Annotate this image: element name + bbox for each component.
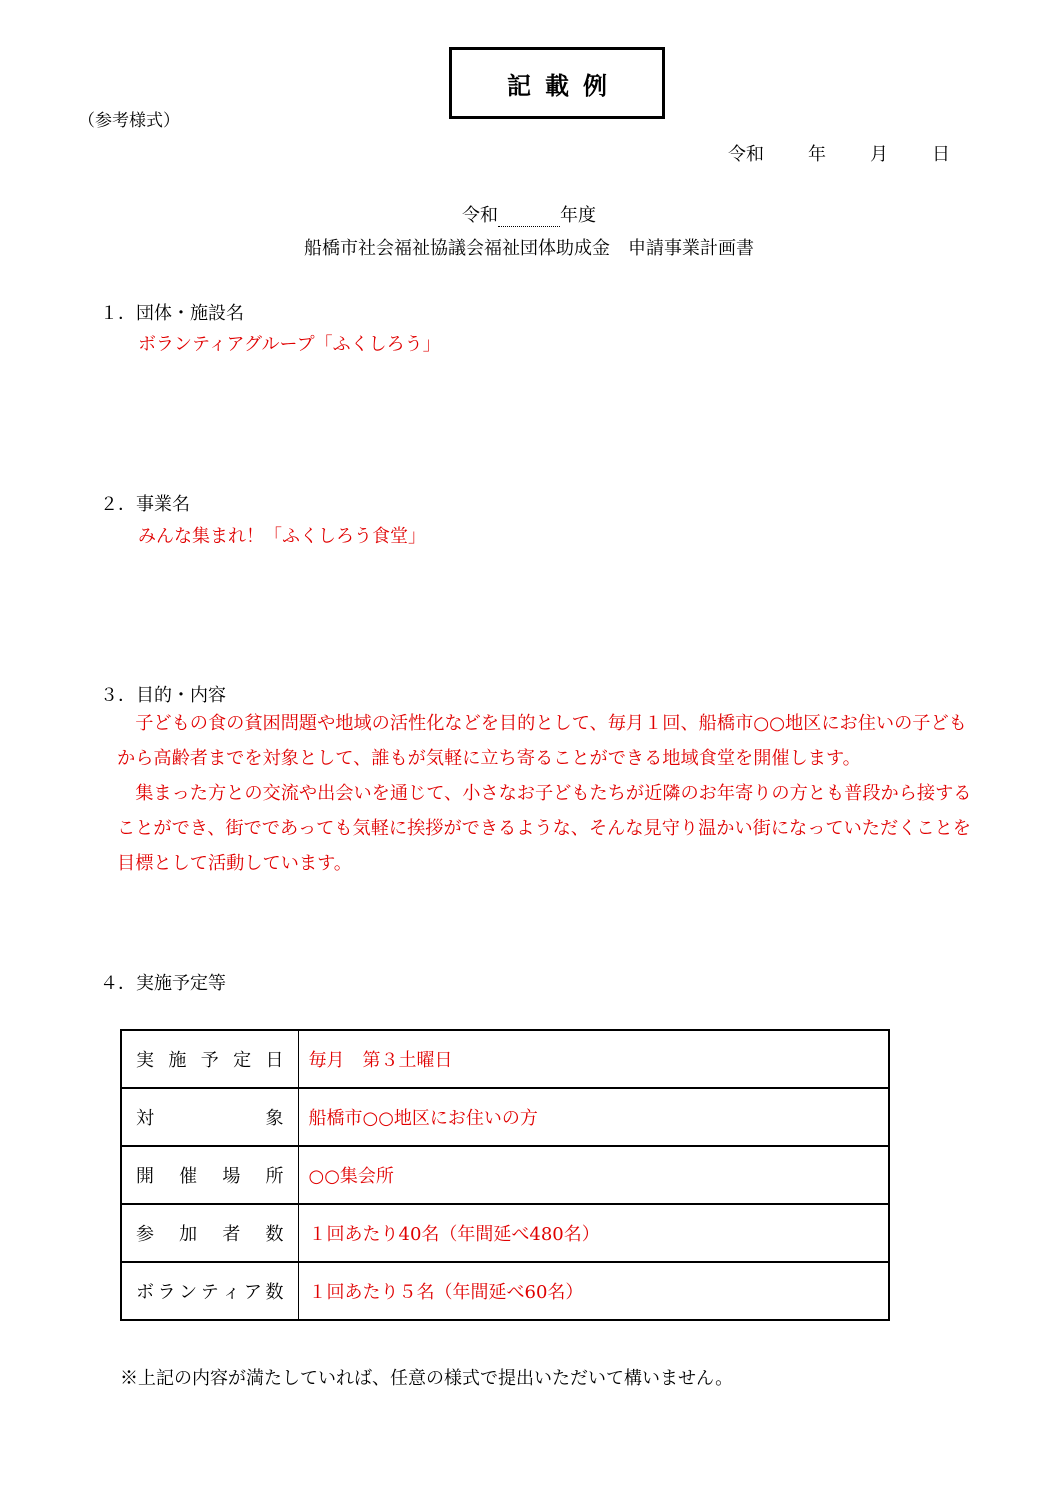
table-row xyxy=(121,1088,889,1146)
label-char: 加 xyxy=(179,1224,198,1245)
label-text xyxy=(136,1162,284,1188)
reference-form-label: （参考様式） xyxy=(78,111,180,131)
label-char: ア xyxy=(243,1282,262,1303)
label-char: 場 xyxy=(222,1166,241,1187)
row-value: 毎月 第３土曜日 xyxy=(298,1030,889,1088)
label-char: 者 xyxy=(222,1224,241,1245)
row-label xyxy=(121,1262,298,1320)
row-label xyxy=(121,1204,298,1262)
table-row xyxy=(121,1262,889,1320)
section-4-heading: ４．実施予定等 xyxy=(100,973,226,994)
row-label xyxy=(121,1030,298,1088)
date-line xyxy=(728,140,950,166)
date-day: 日 xyxy=(932,144,950,165)
document-title: 船橋市社会福祉協議会福祉団体助成金 申請事業計画書 xyxy=(304,238,754,259)
section-1-heading: １．団体・施設名 xyxy=(100,303,244,324)
section-3-body xyxy=(117,706,977,881)
label-text xyxy=(136,1220,284,1246)
row-value: 船橋市○○地区にお住いの方 xyxy=(298,1088,889,1146)
footnote: ※上記の内容が満たしていれば、任意の様式で提出いただいて構いません。 xyxy=(120,1368,734,1389)
row-value: １回あたり40名（年間延べ480名） xyxy=(298,1204,889,1262)
label-char: 施 xyxy=(168,1050,187,1071)
label-char: 催 xyxy=(179,1166,198,1187)
date-year: 年 xyxy=(808,144,826,165)
label-char: テ xyxy=(200,1282,219,1303)
date-era: 令和 xyxy=(728,144,764,165)
row-label xyxy=(121,1146,298,1204)
label-char: ボ xyxy=(136,1282,154,1303)
fiscal-year-line xyxy=(0,201,1058,227)
sample-stamp-text: 記載例 xyxy=(507,71,621,100)
purpose-paragraph: 子どもの食の貧困問題や地域の活性化などを目的として、毎月１回、船橋市○○地区にお住いの子どもから高齢者までを対象として、誰もが気軽に立ち寄ることができる地域食堂を開催します。 xyxy=(117,713,967,769)
label-char: ン xyxy=(179,1282,198,1303)
label-char: 予 xyxy=(200,1050,219,1071)
label-char: 対 xyxy=(136,1108,154,1129)
label-char: 数 xyxy=(265,1224,284,1245)
date-month: 月 xyxy=(870,144,888,165)
label-text xyxy=(136,1046,284,1072)
table-row xyxy=(121,1146,889,1204)
row-value: １回あたり５名（年間延べ60名） xyxy=(298,1262,889,1320)
section-1-answer: ボランティアグループ「ふくしろう」 xyxy=(138,334,441,355)
fiscal-year-prefix: 令和 xyxy=(462,205,498,226)
label-char: 実 xyxy=(136,1050,154,1071)
label-char: 日 xyxy=(265,1050,284,1071)
table-row xyxy=(121,1030,889,1088)
label-text xyxy=(136,1104,284,1130)
section-2-heading: ２．事業名 xyxy=(100,494,190,515)
table-row xyxy=(121,1204,889,1262)
label-char: 所 xyxy=(265,1166,284,1187)
plan-table xyxy=(120,1029,890,1321)
label-char: 象 xyxy=(265,1108,284,1129)
label-char: ィ xyxy=(222,1282,241,1303)
label-char: 参 xyxy=(136,1224,154,1245)
row-label xyxy=(121,1088,298,1146)
purpose-paragraph: 集まった方との交流や出会いを通じて、小さなお子どもたちが近隣のお年寄りの方とも普段から接することができ、街でであっても気軽に挨拶ができるような、そんな見守り温かい街になっていただくことを目標として活動しています。 xyxy=(117,783,972,874)
label-char: 数 xyxy=(265,1282,284,1303)
row-value: ○○集会所 xyxy=(298,1146,889,1204)
fiscal-year-blank xyxy=(498,208,560,227)
fiscal-year-suffix: 年度 xyxy=(560,205,596,226)
section-2-answer: みんな集まれ！「ふくしろう食堂」 xyxy=(138,526,426,547)
label-text xyxy=(136,1278,284,1304)
label-char: 開 xyxy=(136,1166,154,1187)
label-char: ラ xyxy=(157,1282,176,1303)
section-3-heading: ３．目的・内容 xyxy=(100,685,226,706)
sample-stamp-box xyxy=(449,47,665,119)
label-char: 定 xyxy=(233,1050,252,1071)
